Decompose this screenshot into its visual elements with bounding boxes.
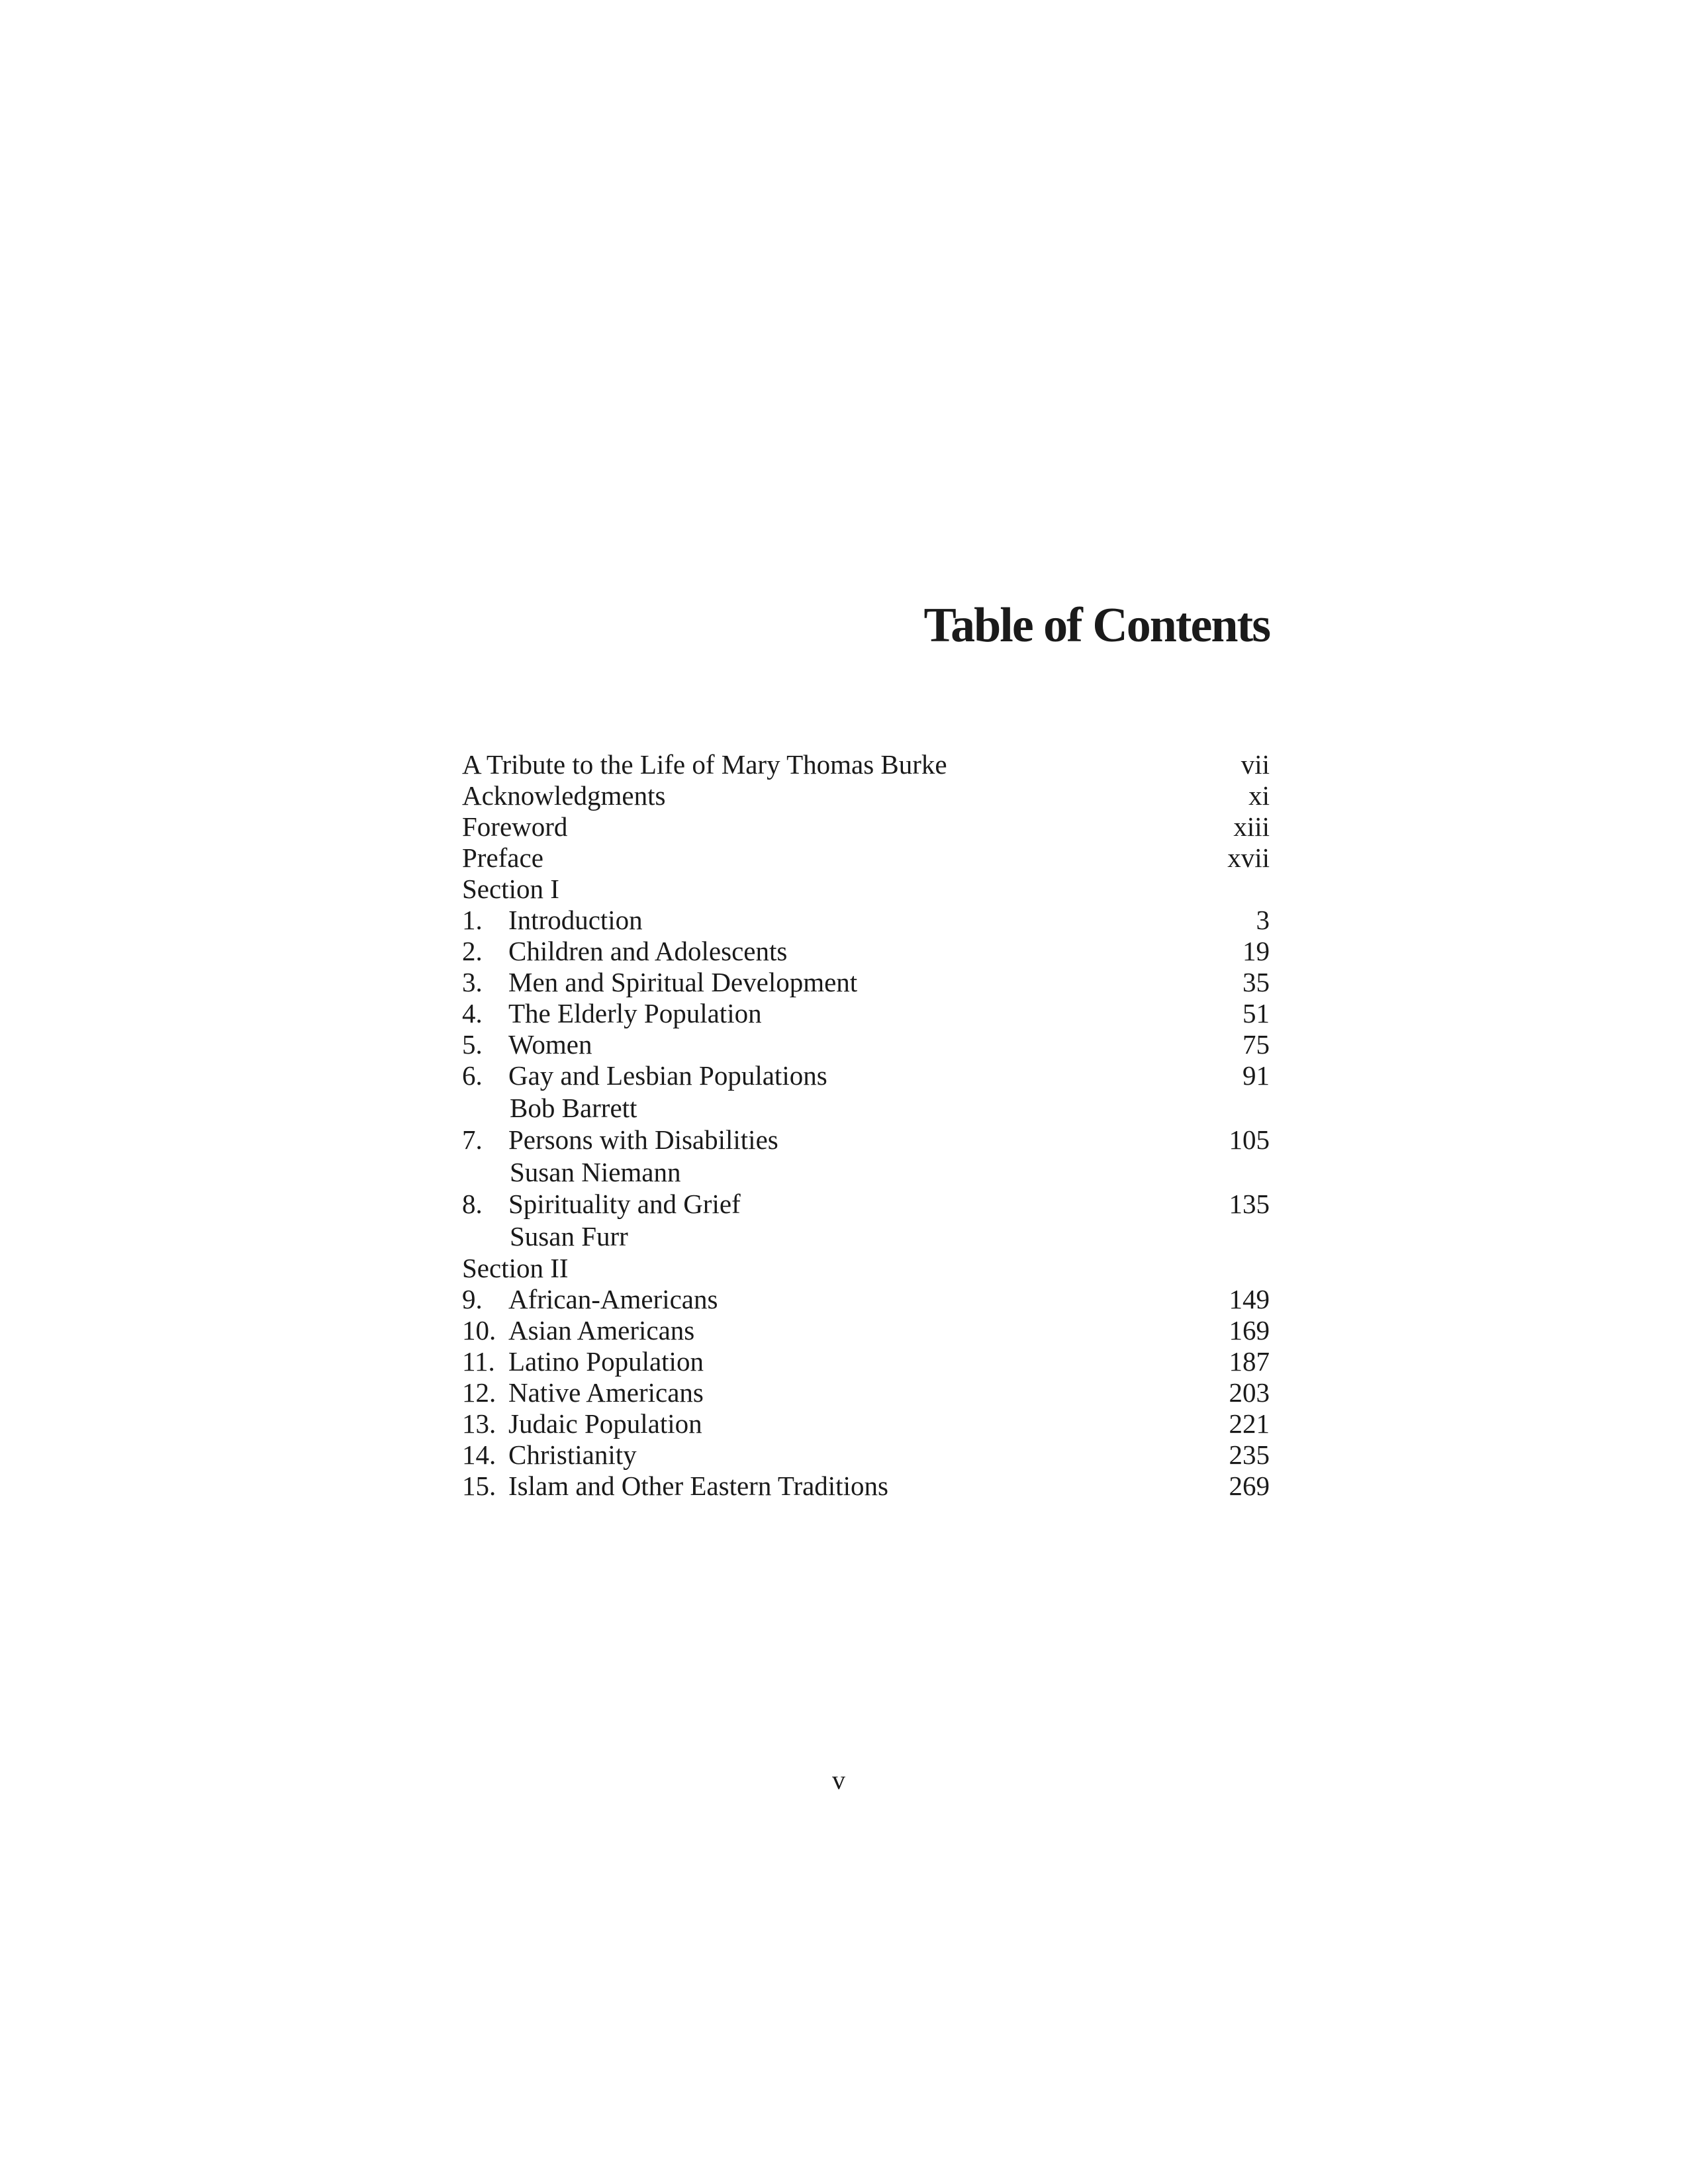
chapter-page: 91	[1243, 1060, 1270, 1091]
chapter-page: 269	[1229, 1471, 1270, 1501]
section-heading-2	[462, 1253, 1270, 1284]
toc-entry-acknowledgments	[462, 780, 1270, 811]
toc-chapter-8-author	[462, 1220, 1270, 1253]
chapter-number: 3.	[462, 967, 483, 997]
toc-entry-label: Preface	[462, 842, 543, 873]
chapter-title: Children and Adolescents	[508, 936, 788, 966]
chapter-number: 11.	[462, 1346, 495, 1377]
chapter-title: Men and Spiritual Development	[508, 967, 858, 997]
section-heading-label: Section I	[462, 874, 559, 904]
chapter-page: 187	[1229, 1346, 1270, 1377]
chapter-page: 75	[1243, 1029, 1270, 1060]
chapter-number: 4.	[462, 998, 483, 1028]
chapter-title: Latino Population	[508, 1346, 704, 1377]
toc-entry-preface	[462, 842, 1270, 874]
toc-chapter-7	[462, 1124, 1270, 1156]
toc-chapter-2	[462, 936, 1270, 967]
toc-chapter-7-author	[462, 1156, 1270, 1189]
toc-entry-page: vii	[1241, 749, 1270, 780]
chapter-page: 149	[1229, 1284, 1270, 1314]
chapter-title: Islam and Other Eastern Traditions	[508, 1471, 888, 1501]
chapter-number: 14.	[462, 1439, 496, 1470]
chapter-number: 2.	[462, 936, 483, 966]
chapter-page: 105	[1229, 1124, 1270, 1155]
chapter-title: Christianity	[508, 1439, 637, 1470]
chapter-page: 3	[1256, 905, 1270, 935]
chapter-number: 13.	[462, 1408, 496, 1439]
toc-entry-page: xiii	[1233, 811, 1270, 842]
chapter-page: 203	[1229, 1377, 1270, 1408]
toc-chapter-10	[462, 1315, 1270, 1346]
toc-chapter-15	[462, 1471, 1270, 1502]
toc-chapter-4	[462, 998, 1270, 1029]
chapter-page: 169	[1229, 1315, 1270, 1345]
chapter-page: 221	[1229, 1408, 1270, 1439]
chapter-number: 15.	[462, 1471, 496, 1501]
chapter-number: 7.	[462, 1124, 483, 1155]
toc-entry-label: Acknowledgments	[462, 780, 666, 811]
page-number: v	[832, 1765, 845, 1795]
chapter-page: 135	[1229, 1189, 1270, 1219]
chapter-title: Native Americans	[508, 1377, 704, 1408]
toc-chapter-1	[462, 905, 1270, 936]
chapter-title: Introduction	[508, 905, 643, 935]
chapter-author: Bob Barrett	[510, 1093, 637, 1123]
chapter-title: The Elderly Population	[508, 998, 762, 1028]
toc-chapter-14	[462, 1439, 1270, 1471]
toc-chapter-11	[462, 1346, 1270, 1377]
section-heading-label: Section II	[462, 1253, 569, 1283]
toc-entry-label: Foreword	[462, 811, 568, 842]
chapter-title: Spirituality and Grief	[508, 1189, 741, 1219]
toc-chapter-9	[462, 1284, 1270, 1315]
chapter-title: African-Americans	[508, 1284, 718, 1314]
toc-chapter-12	[462, 1377, 1270, 1408]
chapter-number: 5.	[462, 1029, 483, 1060]
toc-chapter-13	[462, 1408, 1270, 1439]
chapter-number: 1.	[462, 905, 483, 935]
chapter-title: Women	[508, 1029, 592, 1060]
chapter-title: Persons with Disabilities	[508, 1124, 778, 1155]
chapter-page: 19	[1243, 936, 1270, 966]
chapter-number: 10.	[462, 1315, 496, 1345]
toc-entry-tribute	[462, 749, 1270, 780]
chapter-page: 235	[1229, 1439, 1270, 1470]
toc-chapter-5	[462, 1029, 1270, 1060]
page-title: Table of Contents	[923, 598, 1270, 653]
chapter-number: 12.	[462, 1377, 496, 1408]
chapter-number: 9.	[462, 1284, 483, 1314]
toc-entry-label: A Tribute to the Life of Mary Thomas Burke	[462, 749, 947, 780]
chapter-title: Gay and Lesbian Populations	[508, 1060, 827, 1091]
toc-entry-page: xvii	[1227, 842, 1270, 873]
toc-chapter-6	[462, 1060, 1270, 1091]
toc-chapter-8	[462, 1189, 1270, 1220]
chapter-title: Asian Americans	[508, 1315, 695, 1345]
chapter-number: 6.	[462, 1060, 483, 1091]
chapter-number: 8.	[462, 1189, 483, 1219]
toc-entry-page: xi	[1248, 780, 1270, 811]
toc-chapter-3	[462, 967, 1270, 998]
chapter-page: 35	[1243, 967, 1270, 997]
section-heading-1	[462, 874, 1270, 905]
chapter-page: 51	[1243, 998, 1270, 1028]
chapter-author: Susan Furr	[510, 1221, 628, 1251]
chapter-author: Susan Niemann	[510, 1157, 681, 1187]
page-number-footer	[0, 1764, 1688, 1796]
toc-chapter-6-author	[462, 1091, 1270, 1124]
toc-entry-foreword	[462, 811, 1270, 842]
table-of-contents	[462, 749, 1270, 1502]
chapter-title: Judaic Population	[508, 1408, 702, 1439]
